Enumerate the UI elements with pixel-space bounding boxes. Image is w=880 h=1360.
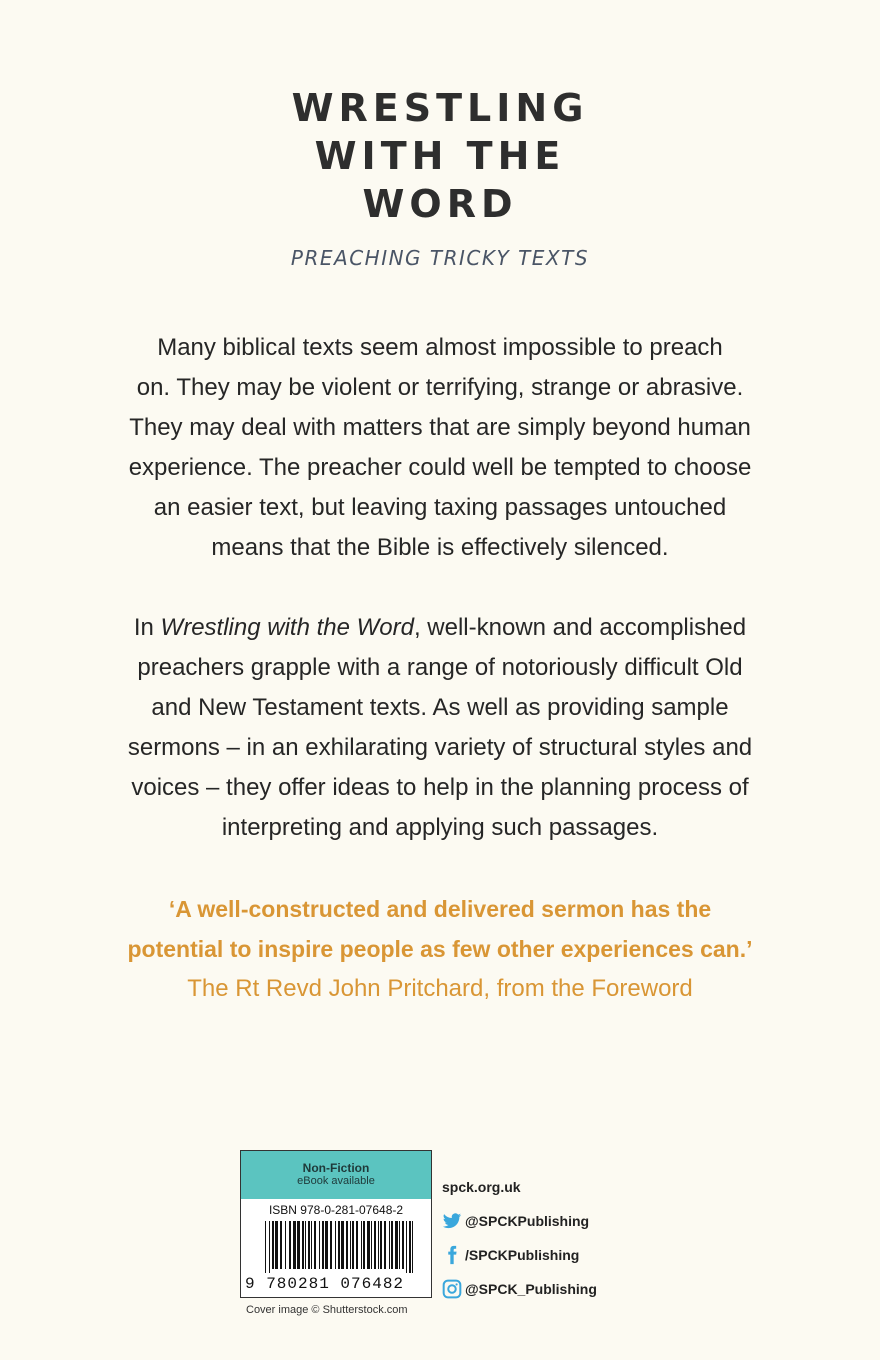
website-link[interactable] <box>442 1170 597 1204</box>
facebook-link[interactable] <box>442 1238 597 1272</box>
barcode-bar <box>356 1221 358 1269</box>
barcode-bar <box>350 1221 351 1269</box>
barcode-bar <box>335 1221 336 1269</box>
quote-attribution: The Rt Revd John Pritchard, from the Foreword <box>187 975 693 1002</box>
barcode-bar <box>378 1221 379 1269</box>
title-line: WITH THE <box>314 134 566 178</box>
barcode-bar <box>308 1221 310 1269</box>
barcode-bar <box>367 1221 370 1269</box>
barcode-bar <box>314 1221 316 1269</box>
barcode-bars <box>265 1221 415 1273</box>
barcode-bar <box>406 1221 407 1273</box>
text-line: voices – they offer ideas to help in the planning process of <box>131 774 749 801</box>
barcode-bar <box>325 1221 328 1269</box>
barcode-bar <box>280 1221 282 1269</box>
barcode-bar <box>322 1221 324 1269</box>
text-line: experience. The preacher could well be tempted to choose <box>128 454 752 481</box>
twitter-icon <box>442 1211 462 1231</box>
title-line: WRESTLING <box>291 86 589 130</box>
facebook-handle: /SPCKPublishing <box>465 1247 580 1263</box>
text-line: Many biblical texts seem almost impossible to preach <box>157 334 723 361</box>
text-line: sermons – in an exhilarating variety of structural styles and <box>127 734 753 761</box>
text-line: on. They may be violent or terrifying, strange or abrasive. <box>136 374 744 401</box>
website-label: spck.org.uk <box>442 1179 521 1195</box>
blurb-paragraph-2 <box>90 608 790 848</box>
barcode-bar <box>389 1221 390 1269</box>
instagram-link[interactable] <box>442 1272 597 1306</box>
endorsement-quote <box>60 889 820 969</box>
barcode-bar <box>380 1221 382 1269</box>
category-label: Non-Fiction <box>302 1161 370 1175</box>
text-line: an easier text, but leaving taxing passages untouched <box>153 494 727 521</box>
barcode-bar <box>399 1221 400 1269</box>
book-subtitle: PREACHING TRICKY TEXTS <box>290 246 590 270</box>
barcode-panel <box>240 1150 432 1298</box>
barcode-bar <box>341 1221 344 1269</box>
instagram-icon <box>442 1279 462 1299</box>
isbn-digits: 9 780281 076482 <box>245 1275 405 1293</box>
text-line: preachers grapple with a range of notoriously difficult Old <box>137 654 743 681</box>
barcode-bar <box>289 1221 291 1269</box>
cover-credit: Cover image © Shutterstock.com <box>246 1304 408 1316</box>
category-band <box>241 1151 431 1199</box>
barcode-bar <box>297 1221 300 1269</box>
barcode-bar <box>363 1221 365 1269</box>
text-line: They may deal with matters that are simply beyond human <box>129 414 751 441</box>
book-title-italic: Wrestling with the Word <box>160 614 414 641</box>
text-line: interpreting and applying such passages. <box>221 814 659 841</box>
barcode-bar <box>409 1221 411 1273</box>
barcode-bar <box>391 1221 393 1269</box>
quote-line: potential to inspire people as few other experiences can.’ <box>127 936 753 962</box>
barcode-bar <box>269 1221 270 1273</box>
blurb-paragraph-1 <box>90 328 790 568</box>
barcode-bar <box>272 1221 274 1269</box>
title-line: WORD <box>362 182 518 226</box>
barcode-bar <box>319 1221 320 1269</box>
facebook-icon <box>442 1245 462 1265</box>
barcode-bar <box>412 1221 413 1273</box>
twitter-handle: @SPCKPublishing <box>465 1213 590 1229</box>
instagram-handle: @SPCK_Publishing <box>465 1281 597 1297</box>
barcode-bar <box>371 1221 372 1269</box>
barcode-bar <box>346 1221 348 1269</box>
barcode-bar <box>352 1221 354 1269</box>
barcode-bar <box>402 1221 404 1269</box>
barcode-bar <box>275 1221 278 1269</box>
twitter-link[interactable] <box>442 1204 597 1238</box>
text-line <box>90 608 790 648</box>
barcode-bar <box>285 1221 286 1269</box>
barcode-bar <box>384 1221 386 1269</box>
barcode-bar <box>265 1221 266 1273</box>
ebook-label: eBook available <box>297 1175 375 1187</box>
barcode-bar <box>395 1221 398 1269</box>
social-links <box>442 1170 597 1306</box>
book-title <box>0 84 880 228</box>
barcode-bar <box>338 1221 340 1269</box>
barcode-bar <box>305 1221 306 1269</box>
text-line: means that the Bible is effectively silenced. <box>211 534 669 561</box>
barcode-bar <box>302 1221 304 1269</box>
text-rest: , well-known and accomplished <box>413 614 747 641</box>
text-line: and New Testament texts. As well as providing sample <box>151 694 729 721</box>
text-prefix: In <box>133 614 161 641</box>
quote-line: ‘A well-constructed and delivered sermon has the <box>168 896 712 922</box>
barcode-bar <box>311 1221 312 1269</box>
barcode-bar <box>293 1221 296 1269</box>
isbn-text: ISBN 978-0-281-07648-2 <box>268 1203 404 1217</box>
barcode-bar <box>361 1221 362 1269</box>
barcode-bar <box>374 1221 376 1269</box>
barcode-bar <box>330 1221 332 1269</box>
